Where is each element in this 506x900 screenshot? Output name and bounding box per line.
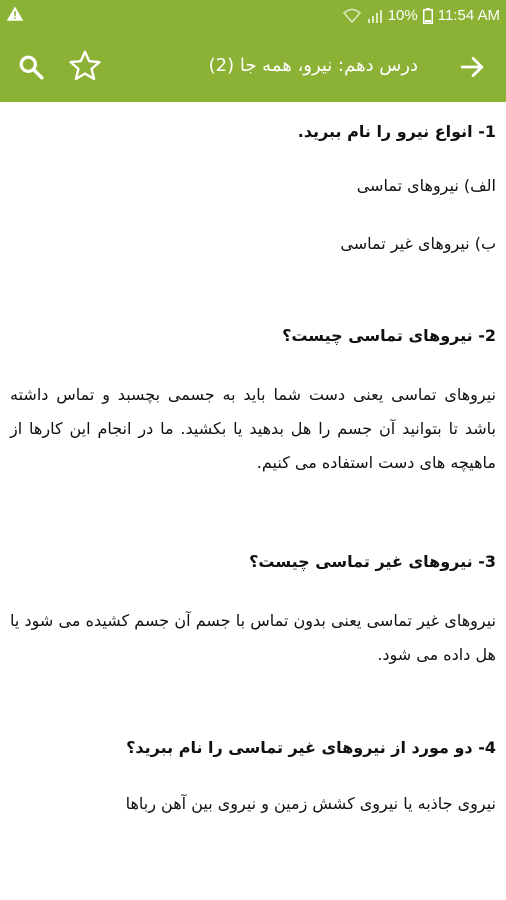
answer-3: نیروهای غیر تماسی یعنی بدون تماس با جسم آن جسم کشیده می شود یا هل داده می شود. <box>10 611 496 664</box>
question-4: 4- دو مورد از نیروهای غیر تماسی را نام ببرید؟ <box>126 738 496 757</box>
question-2: 2- نیروهای تماسی چیست؟ <box>282 326 496 345</box>
app-bar <box>0 32 506 102</box>
question-1: 1- انواع نیرو را نام ببرید. <box>297 122 496 141</box>
battery-percent: 10% <box>387 7 418 24</box>
answer-1-b: ب) نیروهای غیر تماسی <box>340 234 496 253</box>
signal-icon <box>367 8 383 24</box>
answer-1-a: الف) نیروهای تماسی <box>356 176 496 195</box>
status-time: 11:54 AM <box>437 7 500 24</box>
battery-icon <box>423 8 433 24</box>
page-title: درس دهم: نیرو، همه جا (2) <box>208 55 418 76</box>
status-right <box>342 7 500 24</box>
search-icon[interactable] <box>18 54 44 80</box>
answer-4: نیروی جاذبه یا نیروی کشش زمین و نیروی بین آهن رباها <box>125 794 496 813</box>
status-bar <box>0 0 506 32</box>
back-arrow-icon[interactable] <box>458 54 486 80</box>
wifi-icon <box>342 8 362 24</box>
question-3: 3- نیروهای غیر تماسی چیست؟ <box>249 552 496 571</box>
answer-2: نیروهای تماسی یعنی دست شما باید به جسمی بچسبد و تماس داشته باشد تا بتوانید آن جسم را هل بدهید یا بکشید. ما در انجام این کارها از ماهیچه های دست استفاده می کنیم. <box>10 385 496 472</box>
warning-icon <box>6 5 24 23</box>
lesson-content <box>0 102 506 900</box>
star-icon[interactable] <box>66 48 104 84</box>
